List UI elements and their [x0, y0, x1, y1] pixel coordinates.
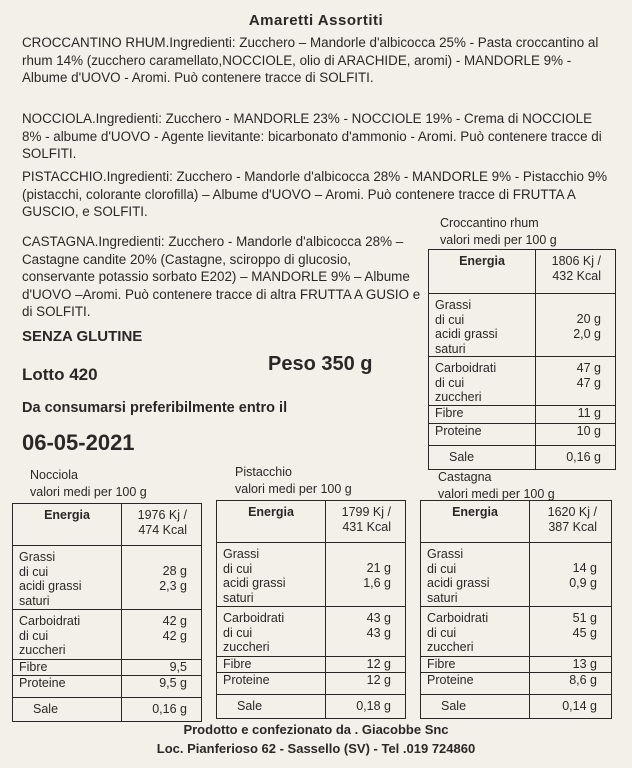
salt-value: 0,16 g — [536, 445, 616, 469]
carb-amount: 51 g — [572, 611, 597, 625]
di-cui: di cui — [19, 564, 49, 579]
energy-kcal: 387 Kcal — [548, 519, 597, 534]
salt-value: 0,18 g — [326, 695, 406, 719]
carboidrati: Carboidrati — [435, 361, 497, 375]
saturated-amount: 2,0 g — [573, 326, 601, 341]
fibre-label: Fibre — [217, 657, 326, 673]
fibre-label: Fibre — [13, 660, 122, 676]
nutrition-header-pistacchio — [235, 464, 352, 498]
nutrition-table-nocciola — [12, 503, 202, 722]
sugar-amount: 47 g — [576, 375, 601, 390]
protein-value: 12 g — [326, 673, 406, 695]
table-name: Croccantino rhum — [440, 216, 539, 230]
carb-label — [13, 610, 122, 660]
energy-kj: 1799 Kj / — [341, 505, 391, 519]
ingredients-pistacchio: PISTACCHIO.Ingredienti: Zucchero - Mandorle d'albicocca 28% - MANDORLE 9% - Pistacchio 9% (pistacchi, colorante clorofilla) – Albume d'UOVO – Aromi. Può contenere tracce di FRUTTA A GUSCIO, e SOLFITI. — [22, 169, 608, 219]
energy-value — [530, 501, 612, 543]
ingredients-croccantino: CROCCANTINO RHUM.Ingredienti: Zucchero – Mandorle d'albicocca 25% - Pasta croccantino al rhum 14% (zucchero caramellato,NOCCIOLE, olio di ARACHIDE, aromi) - MANDORLE 9% - Albume d'UOVO - Aromi. Può contenere tracce di SOLFITI. — [22, 35, 599, 85]
di-cui: di cui — [435, 375, 465, 390]
acidi-grassi: acidi grassi — [427, 576, 490, 590]
fat-amount: 14 g — [572, 561, 597, 575]
fibre-value: 12 g — [326, 657, 406, 673]
salt-label: Sale — [13, 698, 122, 722]
fibre-label: Fibre — [429, 405, 536, 423]
fibre-value: 13 g — [530, 657, 612, 673]
carb-value — [326, 607, 406, 657]
salt-label: Sale — [421, 695, 530, 719]
table-name: Castagna — [438, 470, 492, 484]
zuccheri: zuccheri — [19, 643, 66, 657]
sugar-amount: 42 g — [162, 628, 187, 643]
energy-value — [122, 504, 202, 546]
grassi: Grassi — [19, 550, 56, 564]
protein-value: 9,5 g — [122, 676, 202, 698]
product-title: Amaretti Assortiti — [248, 12, 384, 29]
fat-value — [530, 543, 612, 607]
di-cui: di cui — [223, 561, 253, 576]
protein-label: Proteine — [421, 673, 530, 695]
nutrition-header-croccantino — [440, 215, 557, 249]
fat-amount: 20 g — [576, 312, 601, 326]
gluten-free-label: SENZA GLUTINE — [22, 328, 143, 345]
best-before-date: 06-05-2021 — [22, 430, 135, 455]
carboidrati: Carboidrati — [223, 611, 285, 625]
carboidrati: Carboidrati — [19, 614, 81, 628]
sugar-amount: 43 g — [366, 625, 391, 640]
energy-kj: 1976 Kj / — [137, 508, 187, 522]
zuccheri: zuccheri — [435, 390, 482, 404]
fibre-value: 9,5 — [122, 660, 202, 676]
saturi: saturi — [223, 590, 254, 605]
protein-value: 10 g — [536, 423, 616, 445]
protein-label: Proteine — [217, 673, 326, 695]
acidi-grassi: acidi grassi — [19, 579, 82, 593]
salt-label: Sale — [217, 695, 326, 719]
energy-kcal: 431 Kcal — [342, 519, 391, 534]
saturated-amount: 1,6 g — [363, 575, 391, 590]
fat-value — [326, 543, 406, 607]
saturi: saturi — [435, 341, 466, 356]
carb-label — [217, 607, 326, 657]
carboidrati: Carboidrati — [427, 611, 489, 625]
nutrition-header-castagna — [438, 469, 555, 503]
carb-amount: 47 g — [576, 361, 601, 375]
fat-value — [122, 546, 202, 610]
table-name: Nocciola — [30, 468, 78, 482]
lot-number: Lotto 420 — [22, 365, 98, 384]
address-line: Loc. Pianferioso 62 - Sassello (SV) - Tel .019 724860 — [156, 741, 476, 756]
energy-kj: 1806 Kj / — [551, 254, 601, 268]
protein-label: Proteine — [13, 676, 122, 698]
energy-kcal: 432 Kcal — [552, 268, 601, 283]
saturated-amount: 0,9 g — [569, 575, 597, 590]
di-cui: di cui — [435, 312, 465, 327]
carb-value — [122, 610, 202, 660]
nutrition-header-nocciola — [30, 467, 147, 501]
fat-amount: 21 g — [366, 561, 391, 575]
carb-amount: 43 g — [366, 611, 391, 625]
energy-value — [536, 250, 616, 294]
salt-label: Sale — [429, 445, 536, 469]
di-cui: di cui — [427, 561, 457, 576]
grassi: Grassi — [427, 547, 464, 561]
carb-value — [536, 357, 616, 406]
protein-value: 8,6 g — [530, 673, 612, 695]
table-name: Pistacchio — [235, 465, 292, 479]
carb-label — [421, 607, 530, 657]
carb-value — [530, 607, 612, 657]
fibre-label: Fibre — [421, 657, 530, 673]
energy-label: Energia — [217, 501, 326, 543]
saturi: saturi — [427, 590, 458, 605]
zuccheri: zuccheri — [223, 640, 270, 654]
zuccheri: zuccheri — [427, 640, 474, 654]
di-cui: di cui — [427, 625, 457, 640]
fat-label — [13, 546, 122, 610]
fat-amount: 28 g — [162, 564, 187, 578]
nutrition-table-castagna — [420, 500, 612, 719]
salt-value: 0,14 g — [530, 695, 612, 719]
fat-label — [217, 543, 326, 607]
carb-amount: 42 g — [162, 614, 187, 628]
energy-label: Energia — [13, 504, 122, 546]
table-subtitle: valori medi per 100 g — [440, 233, 557, 247]
di-cui: di cui — [223, 625, 253, 640]
fibre-value: 11 g — [536, 405, 616, 423]
producer-line: Prodotto e confezionato da . Giacobbe Snc — [183, 722, 449, 737]
acidi-grassi: acidi grassi — [223, 576, 286, 590]
nutrition-table-pistacchio — [216, 500, 406, 719]
sugar-amount: 45 g — [572, 625, 597, 640]
saturi: saturi — [19, 593, 50, 608]
net-weight: Peso 350 g — [268, 353, 373, 375]
ingredients-nocciola: NOCCIOLA.Ingredienti: Zucchero - MANDORLE 23% - NOCCIOLE 19% - Crema di NOCCIOLE 8% - albume d'UOVO - Agente lievitante: bicarbonato d'ammonio - Aromi. Può contenere tracce di SOLFITI. — [22, 111, 602, 161]
saturated-amount: 2,3 g — [159, 578, 187, 593]
table-subtitle: valori medi per 100 g — [235, 482, 352, 496]
fat-label — [421, 543, 530, 607]
energy-label: Energia — [421, 501, 530, 543]
acidi-grassi: acidi grassi — [435, 327, 498, 341]
grassi: Grassi — [435, 298, 472, 312]
best-before-label: Da consumarsi preferibilmente entro il — [22, 400, 288, 416]
table-subtitle: valori medi per 100 g — [30, 485, 147, 499]
energy-label: Energia — [429, 250, 536, 294]
energy-value — [326, 501, 406, 543]
grassi: Grassi — [223, 547, 260, 561]
ingredients-castagna: CASTAGNA.Ingredienti: Zucchero - Mandorle d'albicocca 28% – Castagne candite 20% (Castagne, sciroppo di glucosio, conservante potassio sorbato E202) – MANDORLE 9% – Albume d'UOVO –Aromi. Può contenere tracce di altra FRUTTA A GUSIO e di SOLFITI. — [22, 234, 421, 319]
energy-kcal: 474 Kcal — [138, 522, 187, 537]
table-subtitle: valori medi per 100 g — [438, 487, 555, 501]
nutrition-table-croccantino — [428, 249, 616, 470]
protein-label: Proteine — [429, 423, 536, 445]
fat-label — [429, 294, 536, 357]
energy-kj: 1620 Kj / — [547, 505, 597, 519]
di-cui: di cui — [19, 628, 49, 643]
fat-value — [536, 294, 616, 357]
salt-value: 0,16 g — [122, 698, 202, 722]
carb-label — [429, 357, 536, 406]
